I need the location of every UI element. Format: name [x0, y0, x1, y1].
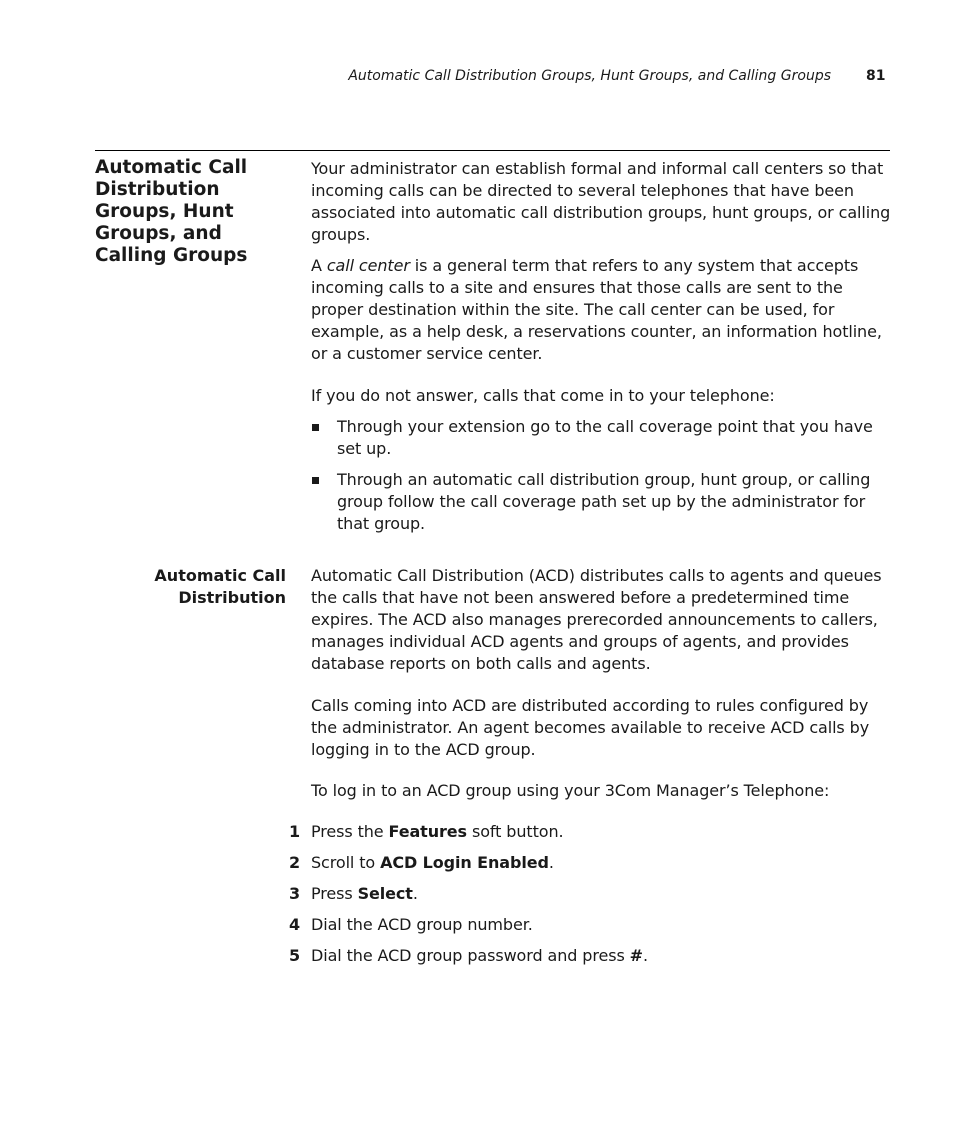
step-number: 4 — [288, 915, 300, 934]
step-text — [311, 945, 648, 967]
section-divider — [95, 150, 890, 151]
acd-login-enabled-label: ACD Login Enabled — [380, 853, 549, 872]
step-text-post: . — [412, 884, 418, 903]
step-text-pre: Press the — [311, 822, 389, 841]
step-text-pre: Scroll to — [311, 853, 381, 872]
step-text-pre: Press — [311, 884, 358, 903]
step-item — [280, 852, 890, 883]
step-text — [311, 883, 418, 905]
running-header — [0, 66, 954, 88]
para2-prefix: A — [311, 256, 327, 275]
section-heading: Automatic Call Distribution Groups, Hunt Groups, and Calling Groups — [95, 157, 248, 266]
acd-paragraph-3: To log in to an ACD group using your 3Com Manager’s Telephone: — [311, 781, 830, 800]
step-text — [311, 852, 554, 874]
features-softkey-label: Features — [388, 822, 467, 841]
section-paragraph-2 — [311, 255, 891, 365]
step-number: 5 — [288, 946, 300, 965]
acd-paragraph-2: Calls coming into ACD are distributed according to rules configured by the administrator. An agent becomes available to receive ACD calls by logging in to the ACD group. — [311, 696, 870, 759]
acd-paragraph-1: Automatic Call Distribution (ACD) distributes calls to agents and queues the calls that have not been answered before a predetermined time expires. The ACD also manages prerecorded announcements to callers, manages individual ACD agents and groups of agents, and provides database reports on both calls and agents. — [311, 566, 882, 673]
coverage-bullet-list — [311, 416, 891, 535]
step-text — [311, 914, 533, 936]
bullet-text: Through your extension go to the call coverage point that you have set up. — [337, 417, 873, 458]
step-text-post: . — [548, 853, 554, 872]
square-bullet-icon — [312, 477, 319, 484]
step-item — [280, 914, 890, 945]
login-steps — [280, 821, 890, 976]
bullet-item — [311, 416, 891, 460]
step-text-pre: Dial the ACD group number. — [311, 915, 533, 934]
para2-rest: is a general term that refers to any system that accepts incoming calls to a site and ensures that those calls are sent to the proper destination within the site. The call center can be used, for example, as a help desk, a reservations counter, an information hotline, or a customer service center. — [311, 256, 882, 363]
page-number: 81 — [866, 68, 886, 84]
bullet-item — [311, 469, 891, 535]
square-bullet-icon — [312, 424, 319, 431]
step-item — [280, 945, 890, 976]
step-text-post: soft button. — [466, 822, 564, 841]
select-key-label: Select — [357, 884, 413, 903]
pound-key-label: # — [629, 946, 643, 965]
step-number: 2 — [288, 853, 300, 872]
step-number: 3 — [288, 884, 300, 903]
section-paragraph-1: Your administrator can establish formal and informal call centers so that incoming calls can be directed to several telephones that have been associated into automatic call distribution groups, hunt groups, or calling groups. — [311, 159, 891, 244]
subsection-heading: Automatic Call Distribution — [154, 566, 286, 607]
step-item — [280, 821, 890, 852]
step-text-pre: Dial the ACD group password and press — [311, 946, 630, 965]
running-title: Automatic Call Distribution Groups, Hunt Groups, and Calling Groups — [348, 68, 831, 84]
step-number: 1 — [288, 822, 300, 841]
step-text-post: . — [642, 946, 648, 965]
section-paragraph-3: If you do not answer, calls that come in to your telephone: — [311, 386, 775, 405]
call-center-term: call center — [326, 256, 410, 275]
step-text — [311, 821, 563, 843]
bullet-text: Through an automatic call distribution group, hunt group, or calling group follow the call coverage path set up by the administrator for that group. — [337, 470, 871, 533]
step-item — [280, 883, 890, 914]
